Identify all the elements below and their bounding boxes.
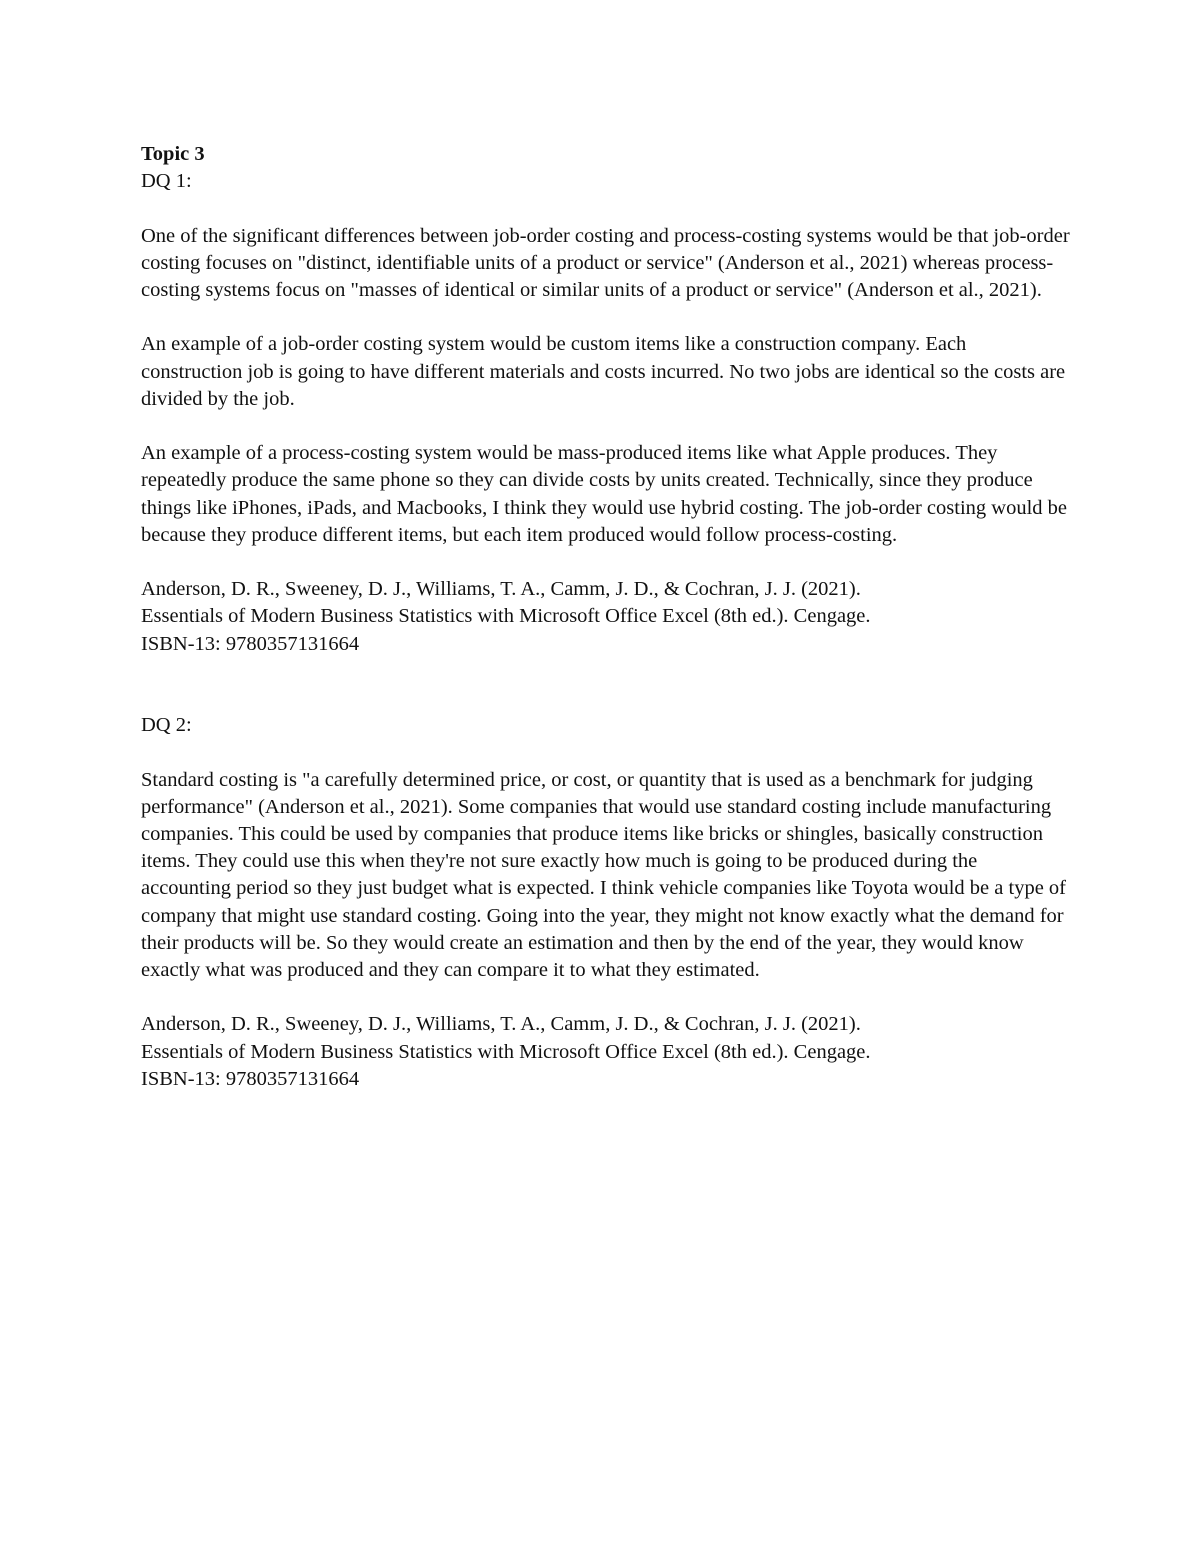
spacer bbox=[141, 304, 1071, 331]
dq2-reference-isbn: ISBN-13: 9780357131664 bbox=[141, 1067, 360, 1090]
dq1-paragraph-1: One of the significant differences between job-order costing and process-costing systems would be that job-order costing focuses on "distinct, identifiable units of a product or service" (Anderson et al., 2021) whereas process-costing systems focus on "masses of identical or similar units of a product or service" (Anderson et al., 2021). bbox=[141, 224, 1070, 301]
dq1-paragraph-2: An example of a job-order costing system would be custom items like a construction company. Each construction job is going to have different materials and costs incurred. No two jobs are identical so the costs are divided by the job. bbox=[141, 333, 1066, 410]
document-title: Topic 3 bbox=[141, 143, 205, 165]
spacer bbox=[141, 739, 1071, 766]
dq2-paragraph-1: Standard costing is "a carefully determined price, or cost, or quantity that is used as a benchmark for judging performance" (Anderson et al., 2021). Some companies that would use standard costing include manufacturing companies. This could be used by companies that produce items like bricks or shingles, basically construction items. They could use this when they're not sure exactly how much is going to be produced during the accounting period so they just budget what is expected. I think vehicle companies like Toyota would be a type of company that might use standard costing. Going into the year, they might not know exactly what the demand for their products will be. So they would create an estimation and then by the end of the year, they would know exactly what was produced and they can compare it to what they estimated. bbox=[141, 768, 1067, 981]
dq2-reference-authors: Anderson, D. R., Sweeney, D. J., Williams, T. A., Camm, J. D., & Cochran, J. J. (2021). bbox=[141, 1013, 861, 1036]
spacer bbox=[141, 658, 1071, 712]
spacer bbox=[141, 549, 1071, 576]
dq1-reference-title: Essentials of Modern Business Statistics with Microsoft Office Excel (8th ed.). Cengage. bbox=[141, 605, 871, 628]
dq1-reference-authors: Anderson, D. R., Sweeney, D. J., Williams, T. A., Camm, J. D., & Cochran, J. J. (2021). bbox=[141, 578, 861, 601]
spacer bbox=[141, 195, 1071, 222]
document-body bbox=[141, 141, 1071, 1093]
dq2-label: DQ 2: bbox=[141, 714, 192, 737]
dq1-paragraph-3: An example of a process-costing system would be mass-produced items like what Apple produces. They repeatedly produce the same phone so they can divide costs by units created. Technically, since they produce things like iPhones, iPads, and Macbooks, I think they would use hybrid costing. The job-order costing would be because they produce different items, but each item produced would follow process-costing. bbox=[141, 442, 1068, 546]
dq2-reference bbox=[141, 1011, 1071, 1093]
dq1-reference-isbn: ISBN-13: 9780357131664 bbox=[141, 632, 360, 655]
dq1-reference bbox=[141, 576, 1071, 658]
spacer bbox=[141, 984, 1071, 1011]
dq1-label: DQ 1: bbox=[141, 170, 192, 193]
spacer bbox=[141, 413, 1071, 440]
dq2-reference-title: Essentials of Modern Business Statistics with Microsoft Office Excel (8th ed.). Cengage. bbox=[141, 1040, 871, 1063]
